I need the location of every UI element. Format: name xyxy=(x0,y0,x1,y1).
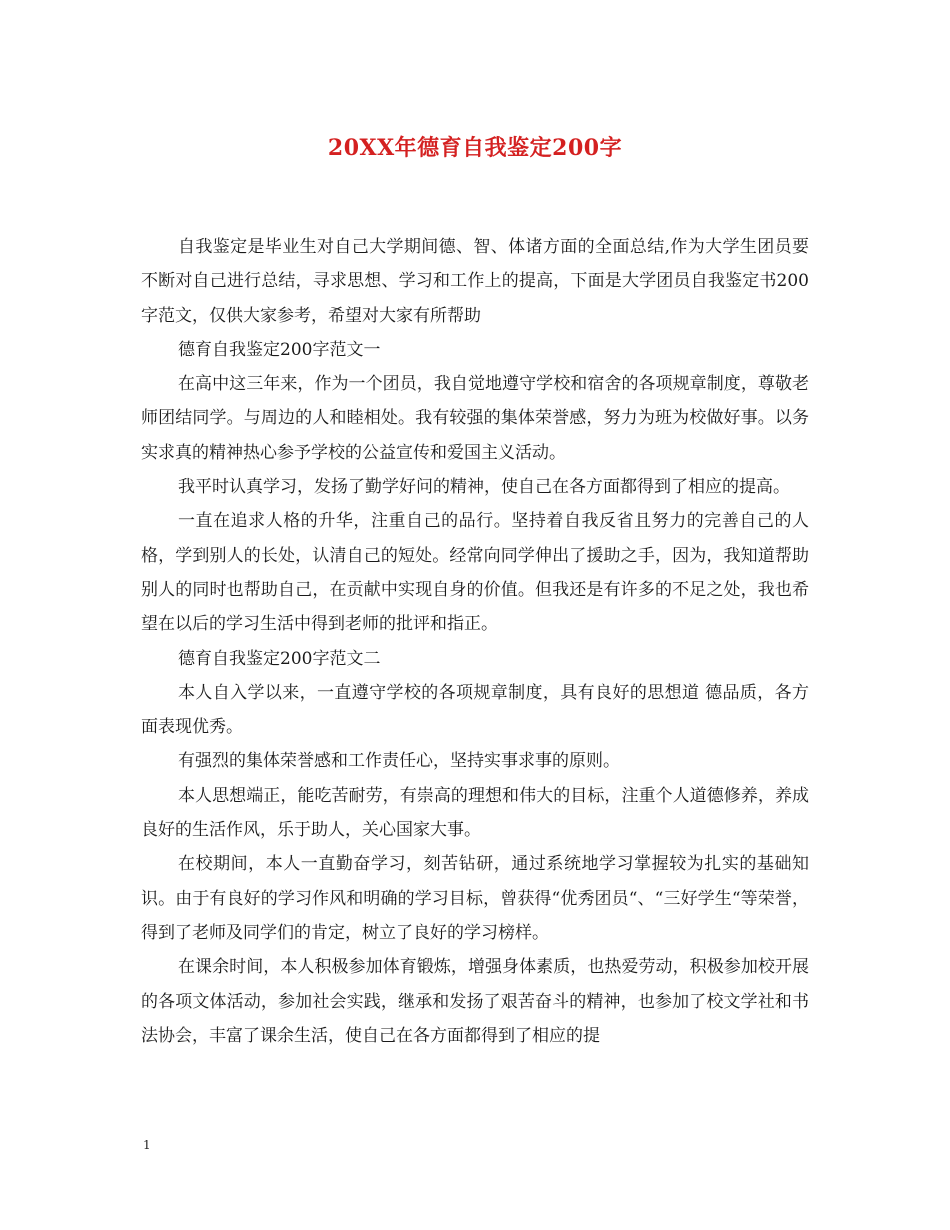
section-heading-two: 德育自我鉴定200字范文二 xyxy=(178,648,381,669)
document-title: 20XX年德育自我鉴定200字 xyxy=(327,135,623,161)
body-paragraph: 我平时认真学习，发扬了勤学好问的精神，使自己在各方面都得到了相应的提高。 xyxy=(178,477,790,498)
body-paragraph: 有强烈的集体荣誉感和工作责任心，坚持实事求事的原则。 xyxy=(178,751,620,772)
body-paragraph: 在校期间，本人一直勤奋学习，刻苦钻研，通过系统地学习掌握较为扎实的基础知识。由于有良好的学习作风和明确的学习目标，曾获得“优秀团员“、“三好学生“等荣誉，得到了老师及同学们的肯定，树立了良好的学习榜样。 xyxy=(141,854,809,943)
intro-paragraph: 自我鉴定是毕业生对自己大学期间德、智、体诸方面的全面总结,作为大学生团员要不断对自己进行总结，寻求思想、学习和工作上的提高，下面是大学团员自我鉴定书200字范文，仅供大家参考，希望对大家有所帮助 xyxy=(141,237,809,326)
body-paragraph: 一直在追求人格的升华，注重自己的品行。坚持着自我反省且努力的完善自己的人格，学到别人的长处，认清自己的短处。经常向同学伸出了援助之手，因为，我知道帮助别人的同时也帮助自己，在贡献中实现自身的价值。但我还是有许多的不足之处，我也希望在以后的学习生活中得到老师的批评和指正。 xyxy=(141,511,809,635)
body-paragraph: 在高中这三年来，作为一个团员，我自觉地遵守学校和宿舍的各项规章制度，尊敬老师团结同学。与周边的人和睦相处。我有较强的集体荣誉感，努力为班为校做好事。以务实求真的精神热心参予学校的公益宣传和爱国主义活动。 xyxy=(141,374,809,463)
document-body xyxy=(141,230,809,1053)
body-paragraph: 本人自入学以来，一直遵守学校的各项规章制度，具有良好的思想道 德品质，各方面表现优秀。 xyxy=(141,682,809,738)
section-heading-one: 德育自我鉴定200字范文一 xyxy=(178,339,381,360)
body-paragraph: 在课余时间，本人积极参加体育锻炼，增强身体素质，也热爱劳动，积极参加校开展的各项文体活动，参加社会实践，继承和发扬了艰苦奋斗的精神，也参加了校文学社和书法协会，丰富了课余生活，使自己在各方面都得到了相应的提 xyxy=(141,957,809,1046)
body-paragraph: 本人思想端正，能吃苦耐劳，有崇高的理想和伟大的目标，注重个人道德修养，养成良好的生活作风，乐于助人，关心国家大事。 xyxy=(141,785,809,841)
page-number: 1 xyxy=(143,1138,151,1152)
